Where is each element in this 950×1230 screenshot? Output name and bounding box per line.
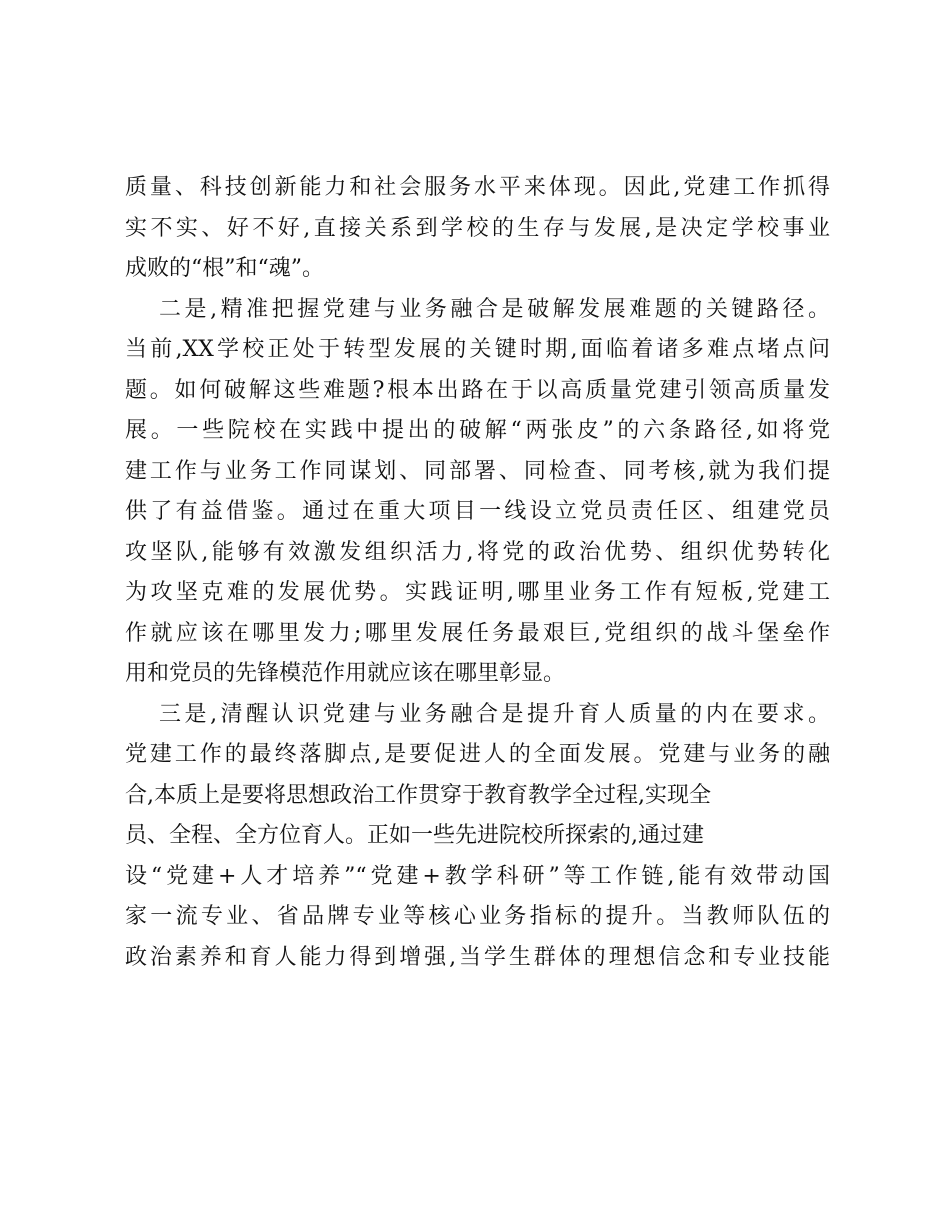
text-line: 合,本质上是要将思想政治工作贯穿于教育教学全过程,实现全	[125, 782, 711, 808]
text-line: 设“党建+人才培养”“党建+教学科研”等工作链,能有效带动国	[125, 863, 830, 889]
text-line: 员、全程、全方位育人。正如一些先进院校所探索的,通过建	[125, 823, 704, 848]
text-line: 质量、科技创新能力和社会服务水平来体现。因此,党建工作抓得	[125, 175, 830, 200]
text-line: 展。一些院校在实践中提出的破解“两张皮”的六条路径,如将党	[125, 418, 830, 443]
text-line: 为攻坚克难的发展优势。实践证明,哪里业务工作有短板,党建工	[125, 580, 830, 605]
text-line: 作就应该在哪里发力;哪里发展任务最艰巨,党组织的战斗堡垒作	[125, 620, 830, 646]
paragraph-start-line: 三是,清醒认识党建与业务融合是提升育人质量的内在要求。	[159, 701, 830, 727]
text-line: 政治素养和育人能力得到增强,当学生群体的理想信念和专业技能	[125, 944, 830, 970]
text-line: 成败的“根”和“魂”。	[125, 256, 324, 281]
body-text	[125, 168, 830, 978]
text-line: 当前,XX学校正处于转型发展的关键时期,面临着诸多难点堵点问	[125, 337, 830, 362]
text-line: 攻坚队,能够有效激发组织活力,将党的政治优势、组织优势转化	[125, 539, 830, 565]
text-line: 供了有益借鉴。通过在重大项目一线设立党员责任区、组建党员	[125, 499, 830, 524]
text-line: 家一流专业、省品牌专业等核心业务指标的提升。当教师队伍的	[125, 904, 830, 929]
text-line: 用和党员的先锋模范作用就应该在哪里彰显。	[125, 661, 566, 686]
text-line: 建工作与业务工作同谋划、同部署、同检查、同考核,就为我们提	[125, 458, 830, 484]
text-line: 实不实、好不好,直接关系到学校的生存与发展,是决定学校事业	[125, 215, 830, 241]
paragraph-start-line: 二是,精准把握党建与业务融合是破解发展难题的关键路径。	[159, 296, 830, 322]
text-line: 题。如何破解这些难题?根本出路在于以高质量党建引领高质量发	[125, 377, 830, 403]
text-line: 党建工作的最终落脚点,是要促进人的全面发展。党建与业务的融	[125, 742, 830, 767]
